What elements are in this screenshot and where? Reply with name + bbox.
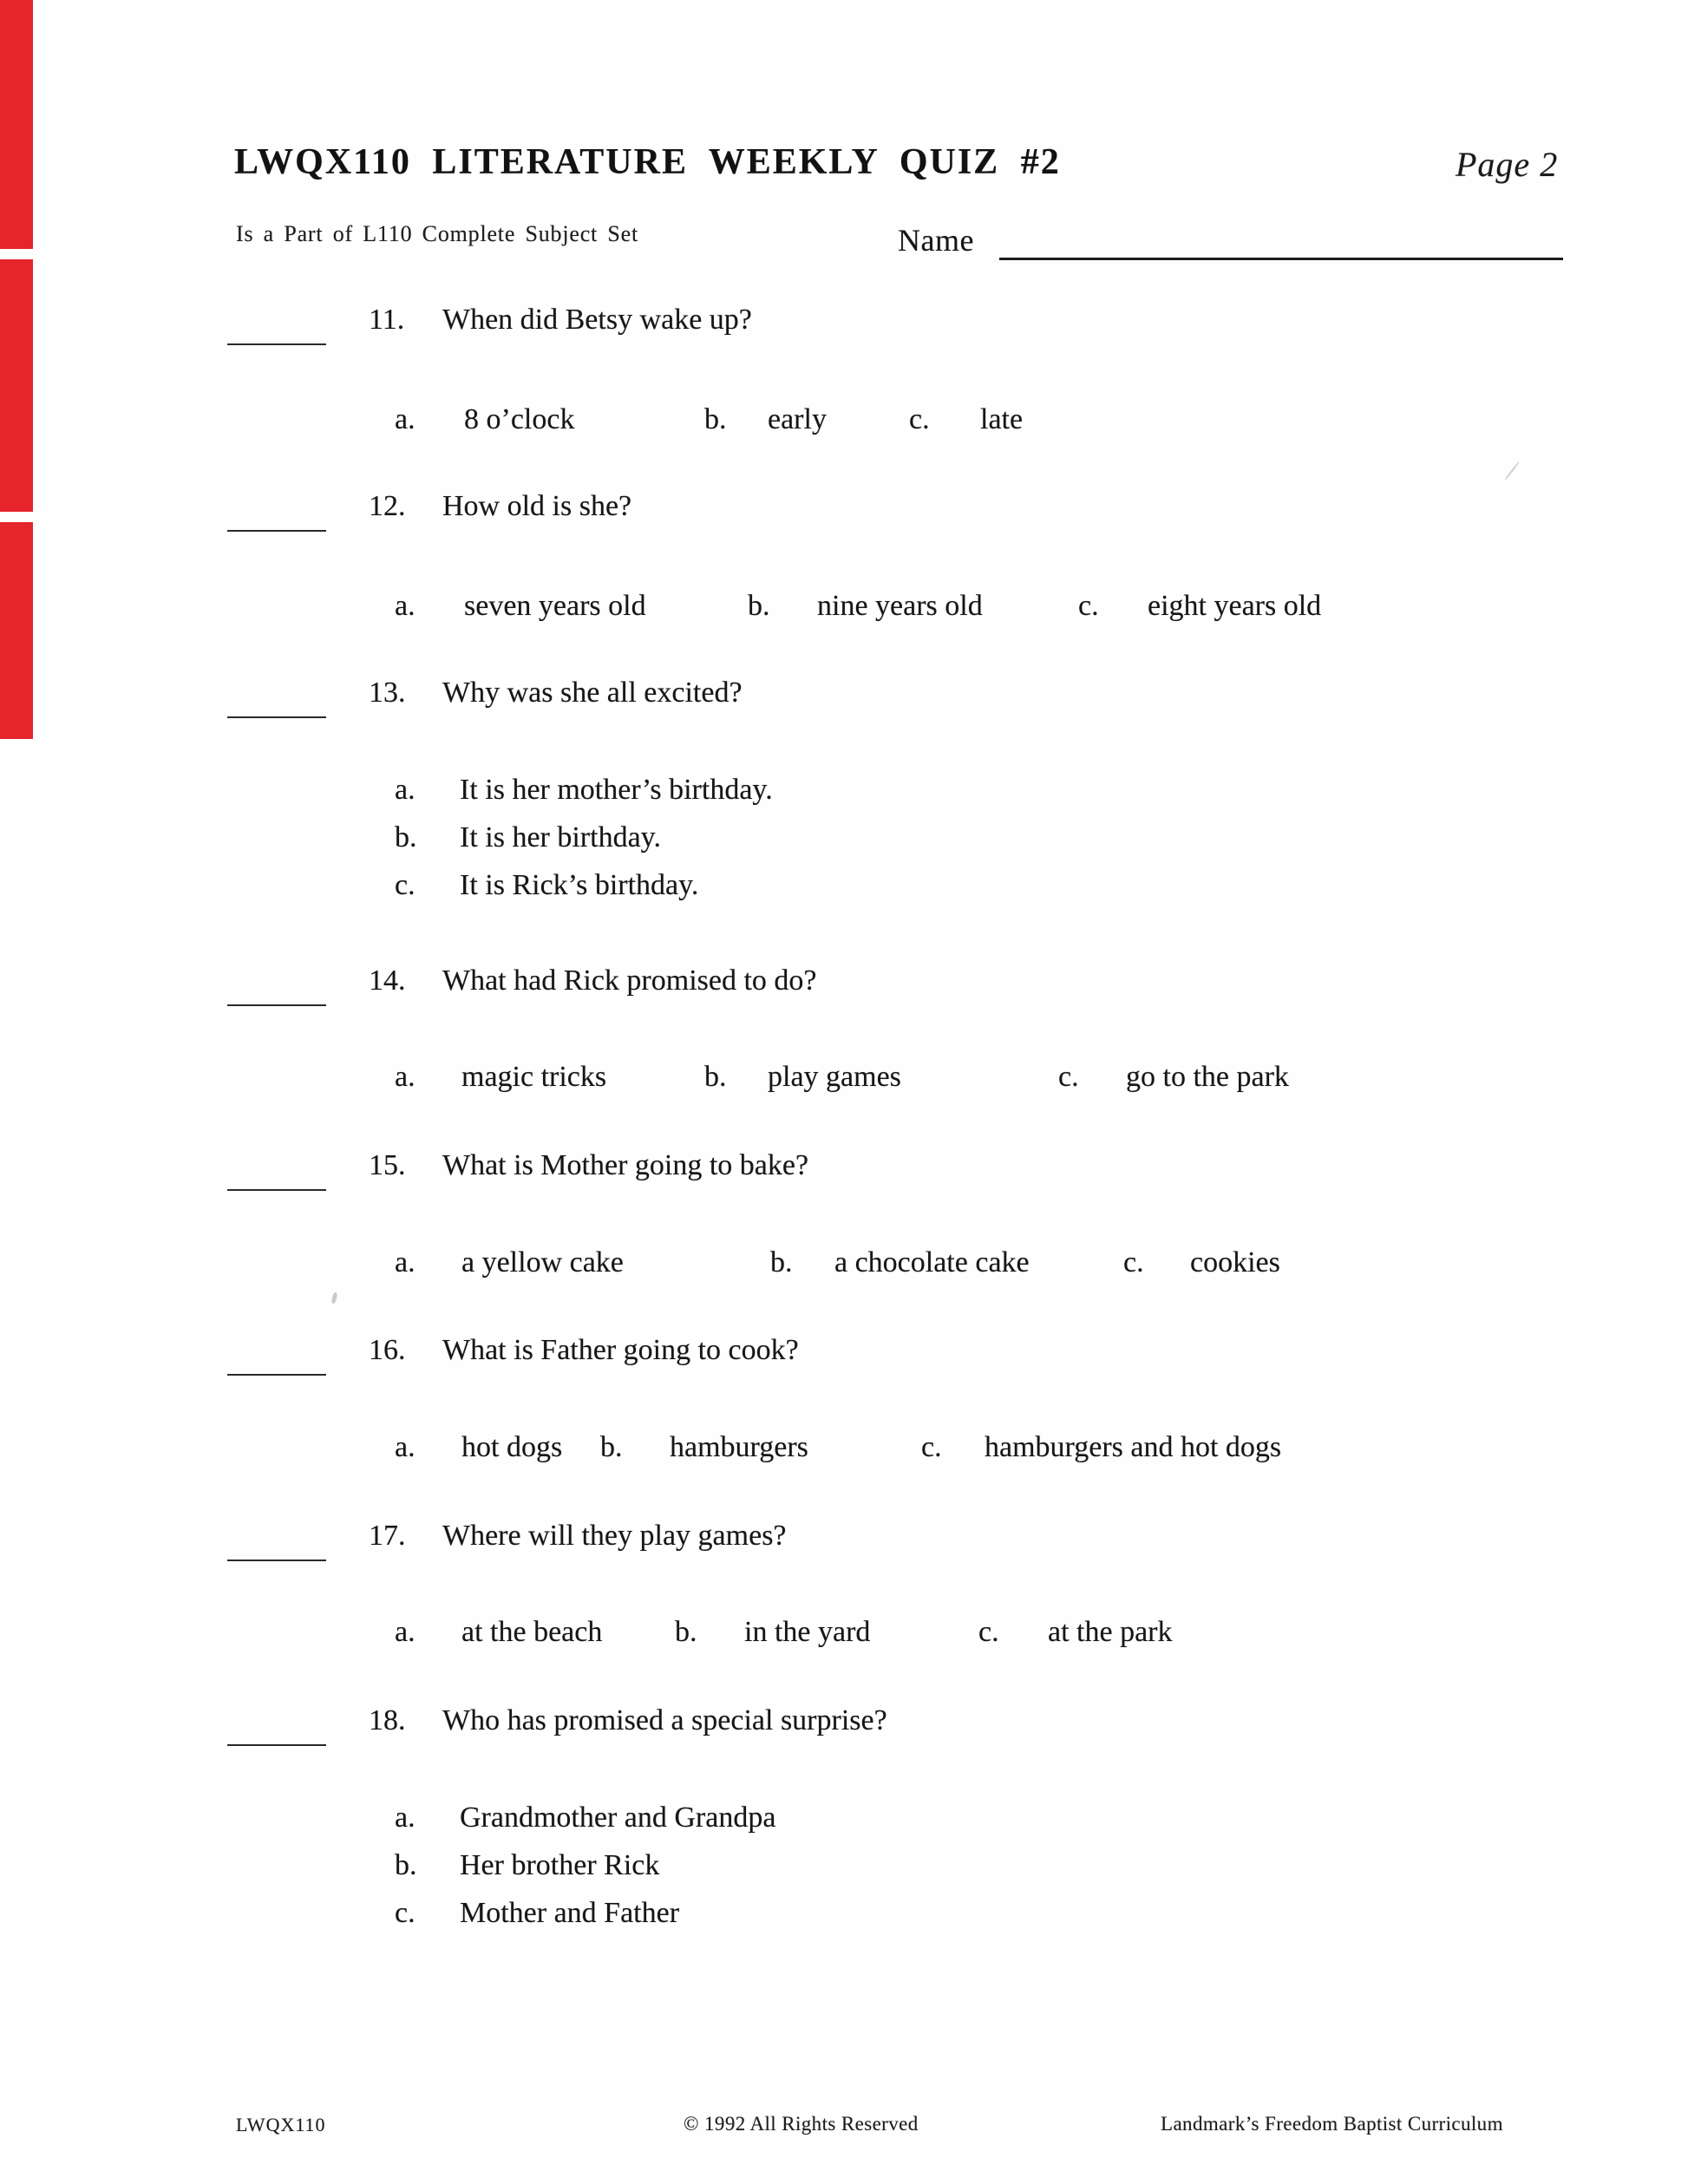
option-text: It is her mother’s birthday. xyxy=(460,774,773,806)
name-label: Name xyxy=(898,223,974,258)
question-number: 15. xyxy=(369,1149,406,1181)
option-text: late xyxy=(980,403,1024,435)
option-text: hamburgers and hot dogs xyxy=(985,1431,1282,1463)
answer-blank xyxy=(227,1004,326,1006)
option-letter: c. xyxy=(395,1897,415,1929)
footer-copyright: © 1992 All Rights Reserved xyxy=(684,2113,919,2135)
option-text: It is Rick’s birthday. xyxy=(460,869,699,901)
option-letter: a. xyxy=(395,403,415,435)
option-text: a chocolate cake xyxy=(834,1246,1030,1278)
option-text: a yellow cake xyxy=(461,1246,624,1278)
question-number: 13. xyxy=(369,677,406,709)
option-letter: b. xyxy=(704,1061,727,1093)
name-line xyxy=(999,258,1563,260)
answer-blank xyxy=(227,530,326,532)
footer-code: LWQX110 xyxy=(236,2114,326,2135)
question-number: 11. xyxy=(369,304,405,336)
option-text: seven years old xyxy=(464,590,646,622)
question-number: 16. xyxy=(369,1334,406,1366)
option-letter: a. xyxy=(395,590,415,622)
subtitle: Is a Part of L110 Complete Subject Set xyxy=(236,221,638,246)
option-letter: a. xyxy=(395,1616,415,1648)
option-text: hot dogs xyxy=(461,1431,563,1463)
option-text: magic tricks xyxy=(461,1061,607,1093)
scan-speck xyxy=(1504,461,1520,481)
question-text: Who has promised a special surprise? xyxy=(442,1704,887,1736)
answer-blank xyxy=(227,716,326,718)
option-letter: c. xyxy=(1078,590,1099,622)
answer-blank xyxy=(227,1560,326,1561)
option-letter: b. xyxy=(770,1246,793,1278)
option-letter: c. xyxy=(1058,1061,1079,1093)
answer-blank xyxy=(227,1189,326,1191)
answer-blank xyxy=(227,1374,326,1376)
question-text: Where will they play games? xyxy=(442,1520,787,1552)
question-number: 18. xyxy=(369,1704,406,1736)
option-text: Mother and Father xyxy=(460,1897,680,1929)
option-text: nine years old xyxy=(817,590,983,622)
option-text: at the park xyxy=(1048,1616,1173,1648)
option-letter: a. xyxy=(395,774,415,806)
red-strip-segment xyxy=(0,259,33,512)
red-strip-segment xyxy=(0,522,33,739)
page-title: LWQX110 LITERATURE WEEKLY QUIZ #2 xyxy=(234,142,1061,182)
option-letter: a. xyxy=(395,1246,415,1278)
question-number: 14. xyxy=(369,964,406,997)
option-letter: a. xyxy=(395,1431,415,1463)
red-strip-segment xyxy=(0,0,33,249)
option-letter: b. xyxy=(395,1849,417,1881)
option-letter: b. xyxy=(600,1431,623,1463)
question-text: When did Betsy wake up? xyxy=(442,304,752,336)
question-text: Why was she all excited? xyxy=(442,677,743,709)
option-text: 8 o’clock xyxy=(464,403,575,435)
option-letter: a. xyxy=(395,1801,415,1834)
option-text: cookies xyxy=(1190,1246,1280,1278)
option-text: eight years old xyxy=(1148,590,1322,622)
page-number: Page 2 xyxy=(1456,145,1559,184)
footer-publisher: Landmark’s Freedom Baptist Curriculum xyxy=(1161,2113,1503,2135)
option-letter: c. xyxy=(921,1431,942,1463)
option-text: play games xyxy=(768,1061,901,1093)
question-text: How old is she? xyxy=(442,490,632,522)
option-text: go to the park xyxy=(1126,1061,1289,1093)
option-letter: b. xyxy=(748,590,770,622)
option-letter: b. xyxy=(704,403,727,435)
question-text: What had Rick promised to do? xyxy=(442,964,817,997)
option-text: Grandmother and Grandpa xyxy=(460,1801,776,1834)
option-text: early xyxy=(768,403,827,435)
answer-blank xyxy=(227,1744,326,1746)
option-text: Her brother Rick xyxy=(460,1849,660,1881)
question-text: What is Father going to cook? xyxy=(442,1334,799,1366)
option-letter: c. xyxy=(1123,1246,1144,1278)
option-letter: b. xyxy=(395,821,417,853)
option-letter: c. xyxy=(978,1616,999,1648)
question-number: 12. xyxy=(369,490,406,522)
option-letter: a. xyxy=(395,1061,415,1093)
answer-blank xyxy=(227,343,326,345)
option-letter: c. xyxy=(909,403,930,435)
option-letter: b. xyxy=(675,1616,697,1648)
option-text: It is her birthday. xyxy=(460,821,661,853)
option-text: hamburgers xyxy=(670,1431,808,1463)
option-text: at the beach xyxy=(461,1616,603,1648)
question-number: 17. xyxy=(369,1520,406,1552)
option-letter: c. xyxy=(395,869,415,901)
scan-speck xyxy=(331,1292,338,1305)
question-text: What is Mother going to bake? xyxy=(442,1149,809,1181)
option-text: in the yard xyxy=(744,1616,871,1648)
